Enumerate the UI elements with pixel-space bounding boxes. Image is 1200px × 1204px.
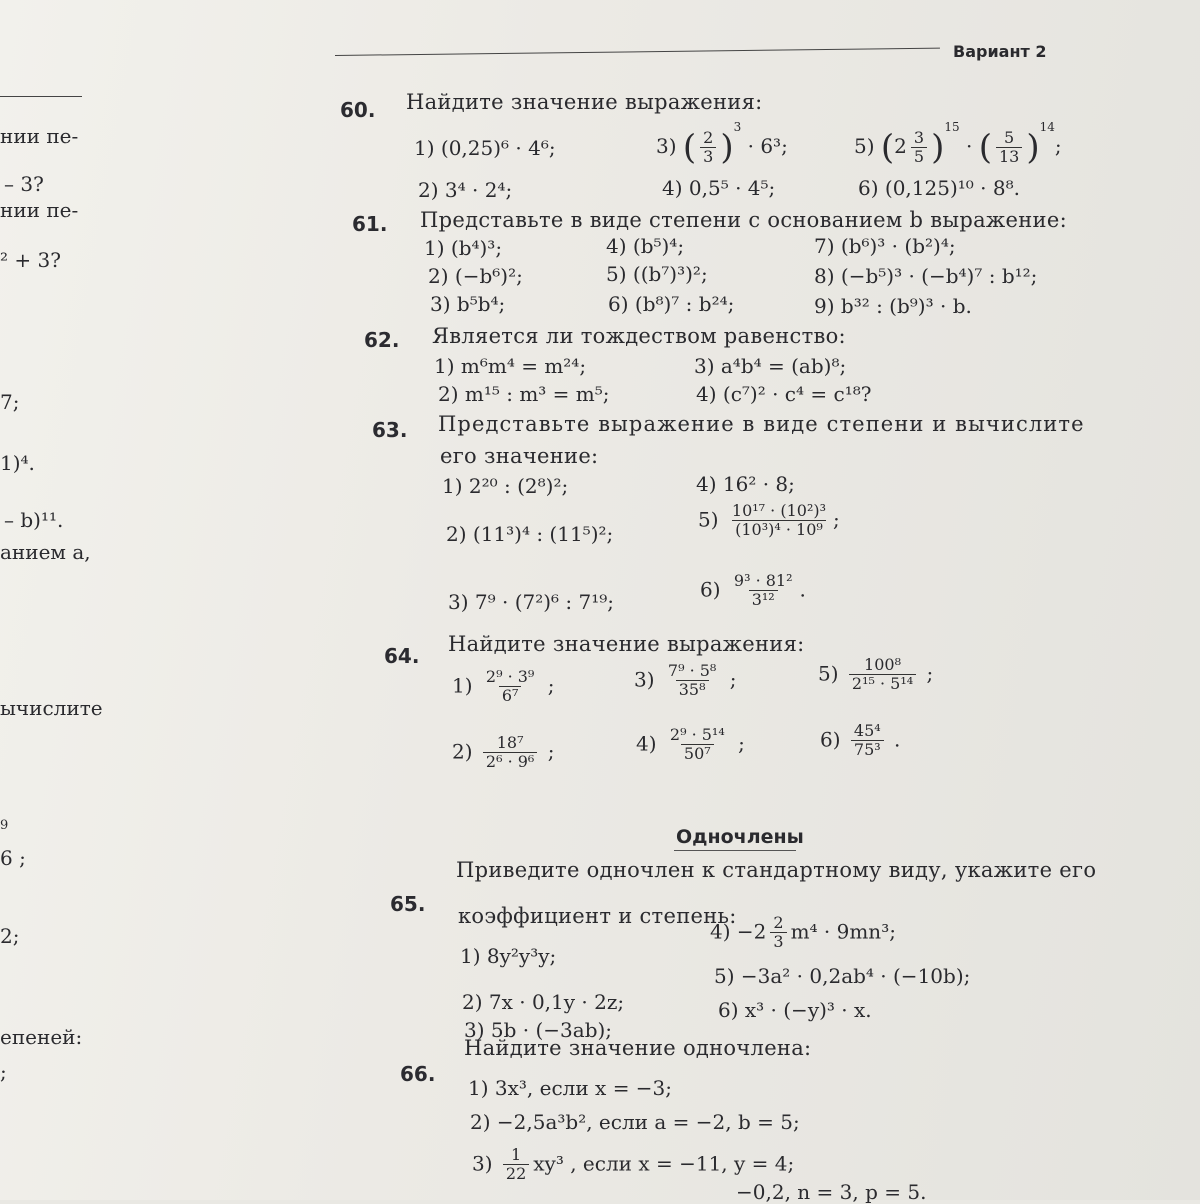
problem-title: Найдите значение выражения: <box>448 632 805 656</box>
problem-item: 4) (b⁵)⁴; <box>606 234 685 258</box>
left-fragment: анием a, <box>0 540 91 564</box>
problem-title: Представьте в виде степени с основанием b выражение: <box>420 208 1067 232</box>
problem-item: 5) $\frac{\text{10¹⁷ · (10²)³}}{\text{(10³)⁴ · 10⁹}}$ ; <box>698 501 840 540</box>
problem-item: 2) (11³)⁴ : (11⁵)²; <box>446 522 614 546</box>
problem-item: 2) m¹⁵ : m³ = m⁵; <box>438 382 610 406</box>
item-tail: · 6³; <box>747 134 788 158</box>
item-label: 6) <box>700 577 721 602</box>
problem-item: 2) (−b⁶)²; <box>428 264 523 288</box>
problem-item: 5) (2 $\frac{3}{5}$ )$^{15}$ · ( $\frac{5}{13}$ )$^{14}$; <box>854 120 1062 168</box>
problem-item: 4) 0,5⁵ · 4⁵; <box>662 176 776 200</box>
header-rule <box>335 48 940 56</box>
problem-item: 6) (0,125)¹⁰ · 8⁸. <box>858 176 1020 200</box>
problem-item: 3) $\frac{\text{7⁹ · 5⁸}}{\text{35⁸}}$ ; <box>634 661 737 700</box>
problem-item: 4) 16² · 8; <box>696 472 795 496</box>
problem-number: 63. <box>372 418 408 442</box>
problem-item: 5) −3a² · 0,2ab⁴ · (−10b); <box>714 964 971 988</box>
problem-item: 1) 8y²y³y; <box>460 944 557 968</box>
problem-title: Найдите значение выражения: <box>406 90 763 114</box>
problem-item: 3) a⁴b⁴ = (ab)⁸; <box>694 354 847 378</box>
problem-number: 66. <box>400 1062 436 1086</box>
problem-item: 4) (c⁷)² · c⁴ = c¹⁸? <box>696 382 872 406</box>
problem-item: 3) b⁵b⁴; <box>430 292 506 316</box>
problem-number: 60. <box>340 98 376 122</box>
problem-item: 3) ( $\frac{2}{3}$ )$^3$ · 6³; <box>656 120 788 168</box>
problem-title: Приведите одночлен к стандартному виду, укажите его <box>456 858 1097 882</box>
problem-number: 62. <box>364 328 400 352</box>
left-fragment: нии пе- <box>0 198 79 222</box>
problem-title-cont: его значение: <box>440 444 599 468</box>
problem-item: 1) $\frac{\text{2⁹ · 3⁹}}{\text{6⁷}}$ ; <box>452 667 555 706</box>
left-fragment: 2; <box>0 924 20 948</box>
problem-item: 1) 2²⁰ : (2⁸)²; <box>442 474 569 498</box>
problem-number: 61. <box>352 212 388 236</box>
problem-title: Представьте выражение в виде степени и вычислите <box>438 412 1085 436</box>
left-fragment: – 3? <box>4 172 44 196</box>
problem-item: 1) (b⁴)³; <box>424 236 503 260</box>
left-fragment: епеней: <box>0 1025 83 1049</box>
left-fragment: – b)¹¹. <box>4 508 64 532</box>
item-label: 5) <box>698 507 719 532</box>
problem-item: 8) (−b⁵)³ · (−b⁴)⁷ : b¹²; <box>814 264 1038 288</box>
left-fragment: нии пе- <box>0 124 79 148</box>
numerator: 9³ · 81² <box>733 571 793 590</box>
problem-item: 6) x³ · (−y)³ · x. <box>718 998 872 1022</box>
problem-item: 2) −2,5a³b², если a = −2, b = 5; <box>470 1110 800 1134</box>
left-fragment: 6 ; <box>0 846 26 870</box>
problem-title: Найдите значение одночлена: <box>464 1036 812 1060</box>
variant-label: Вариант 2 <box>953 42 1047 61</box>
left-fragment: 7; <box>0 390 20 414</box>
problem-item: 3) 5b · (−3ab); <box>464 1018 613 1042</box>
problem-item: 6) (b⁸)⁷ : b²⁴; <box>608 292 735 316</box>
problem-number: 64. <box>384 644 420 668</box>
problem-number: 65. <box>390 892 426 916</box>
item-label: 5) <box>854 134 875 158</box>
problem-item: 5) $\frac{\text{100⁸}}{\text{2¹⁵ · 5¹⁴}}$ ; <box>818 655 934 694</box>
section-heading: Одночлены <box>676 826 804 848</box>
numerator: 10¹⁷ · (10²)³ <box>731 501 827 520</box>
problem-title-cont: коэффициент и степень: <box>458 904 737 928</box>
left-fragment: ; <box>0 1060 7 1084</box>
problem-item: 7) (b⁶)³ · (b²)⁴; <box>814 234 956 258</box>
problem-item: 1) m⁶m⁴ = m²⁴; <box>434 354 587 378</box>
problem-item: 6) $\frac{\text{45⁴}}{\text{75³}}$ . <box>820 721 901 760</box>
problem-item: 5) ((b⁷)³)²; <box>606 262 708 286</box>
problem-item: −0,2, n = 3, p = 5. <box>736 1180 927 1204</box>
problem-item: 1) (0,25)⁶ · 4⁶; <box>414 136 556 160</box>
left-page-rule <box>0 96 82 97</box>
problem-title: Является ли тождеством равенство: <box>432 324 846 348</box>
denominator: (10³)⁴ · 10⁹ <box>732 520 826 539</box>
problem-item: 3) 7⁹ · (7²)⁶ : 7¹⁹; <box>448 590 615 614</box>
denominator: 3¹² <box>749 590 778 609</box>
section-underline <box>674 850 796 851</box>
fraction: $\frac{2}{3}$ <box>700 129 716 167</box>
problem-item: 2) 3⁴ · 2⁴; <box>418 178 513 202</box>
problem-item: 9) b³² : (b⁹)³ · b. <box>814 294 972 318</box>
left-fragment: 1)⁴. <box>0 451 35 475</box>
problem-item: 3) $\frac{1}{22}$ xy³ , если x = −11, y = 4; <box>472 1145 795 1184</box>
problem-item: 1) 3x³, если x = −3; <box>468 1076 673 1100</box>
problem-item: 4) −2 $\frac{2}{3}$ m⁴ · 9mn³; <box>710 913 896 952</box>
problem-item: 4) $\frac{\text{2⁹ · 5¹⁴}}{\text{50⁷}}$ ; <box>636 725 745 764</box>
left-fragment: ычислите <box>0 696 103 720</box>
problem-item: 2) $\frac{\text{18⁷}}{\text{2⁶ · 9⁶}}$ ; <box>452 733 555 772</box>
item-label: 3) <box>656 134 677 158</box>
problem-item: 2) 7x · 0,1y · 2z; <box>462 990 625 1014</box>
left-fragment: 9 <box>0 818 9 833</box>
left-fragment: ² + 3? <box>0 248 61 272</box>
problem-item: 6) $\frac{\text{9³ · 81²}}{\text{3¹²}}$ . <box>700 571 806 610</box>
